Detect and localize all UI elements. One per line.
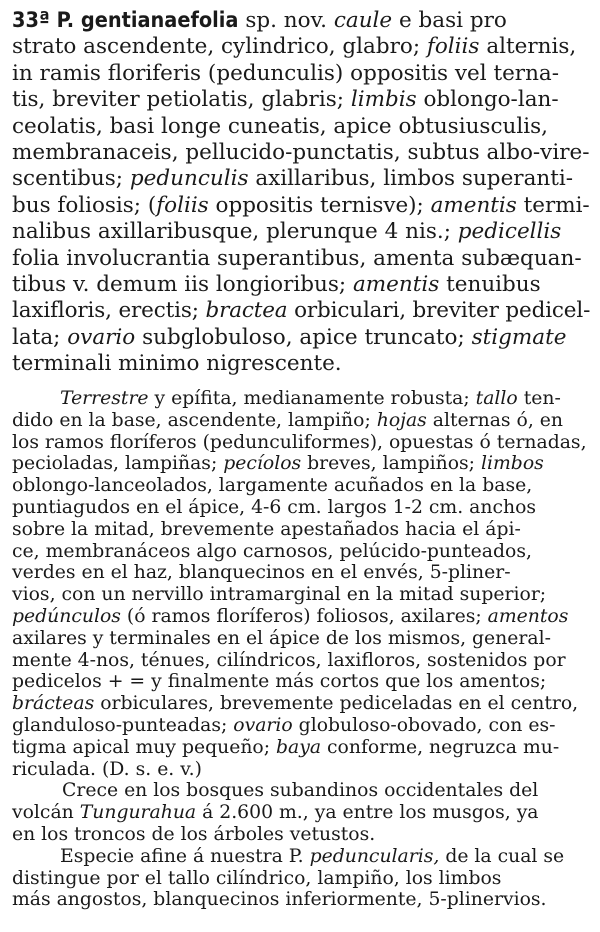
italic-term: pedicellis	[457, 219, 562, 245]
spanish-line	[12, 868, 590, 890]
text-run: volcán	[12, 802, 80, 824]
text-run: distingue por el tallo cilíndrico, lampiño, los limbos	[12, 867, 502, 889]
italic-term: foliis	[156, 192, 209, 218]
italic-term: pedunculis	[129, 166, 249, 192]
spanish-line	[12, 432, 590, 454]
text-run: (ó ramos floríferos) foliosos, axilares;	[120, 605, 488, 627]
page	[12, 8, 591, 911]
text-run: orbiculari, breviter pedicel-	[287, 298, 591, 324]
spanish-line	[12, 715, 590, 737]
spanish-line	[12, 889, 590, 911]
latin-line	[12, 351, 590, 377]
text-run: Especie afine á nuestra P.	[60, 845, 310, 867]
spanish-line	[12, 671, 590, 693]
text-run: subglobuloso, apice truncato;	[135, 324, 472, 350]
text-run: oppositis ternisve);	[208, 192, 431, 218]
italic-term: stigmate	[471, 324, 567, 350]
text-run: laxifloris, erectis;	[12, 298, 206, 324]
spanish-line	[12, 475, 590, 497]
text-run: globuloso-obovado, con es-	[292, 714, 556, 736]
italic-term: limbos	[480, 453, 544, 475]
italic-term: Terrestre	[60, 388, 149, 409]
text-run: glanduloso-punteadas;	[12, 714, 234, 736]
italic-term: Tungurahua	[79, 802, 197, 824]
latin-line	[12, 298, 590, 324]
text-run: bus foliosis; (	[12, 192, 157, 218]
latin-line	[12, 193, 590, 219]
spanish-line	[12, 562, 590, 584]
latin-line	[12, 87, 590, 113]
latin-line	[12, 246, 590, 272]
text-run: sobre la mitad, brevemente apestañados hacia el ápi-	[12, 518, 521, 540]
latin-line	[12, 325, 590, 351]
text-run: tenuibus	[439, 272, 541, 298]
italic-term: peduncularis,	[309, 845, 440, 867]
italic-term: amentos	[487, 605, 569, 627]
text-run: nalibus axillaribusque, plerunque 4 nis.;	[12, 219, 458, 245]
text-run: axilares y terminales en el ápice de los mismos, general-	[12, 627, 551, 649]
text-run: riculada. (D. s. e. v.)	[12, 758, 202, 780]
italic-term: foliis	[426, 34, 480, 60]
species-heading: ª	[38, 8, 57, 33]
latin-line	[12, 114, 590, 140]
text-run: Crece en los bosques subandinos occidentales del	[62, 780, 539, 802]
spanish-line	[12, 759, 590, 781]
spanish-line	[12, 650, 590, 672]
text-run: orbiculares, brevemente pediceladas en el centro,	[94, 693, 579, 715]
text-run: scentibus;	[12, 166, 130, 192]
spanish-line	[12, 737, 590, 759]
spanish-line	[12, 497, 590, 519]
species-heading: P. gentianaefolia	[56, 8, 239, 33]
spanish-description	[12, 388, 590, 911]
latin-line	[12, 61, 590, 87]
text-run: alternis,	[479, 34, 577, 60]
latin-description	[12, 8, 590, 378]
text-run: pecioladas, lampiñas;	[12, 453, 224, 475]
latin-line	[12, 166, 590, 192]
italic-term: hojas	[376, 409, 427, 431]
italic-term: amentis	[352, 272, 440, 298]
italic-term: tallo	[475, 388, 518, 409]
spanish-line	[12, 628, 590, 650]
text-run: tibus v. demum iis longioribus;	[12, 272, 353, 298]
italic-term: baya	[276, 736, 322, 758]
text-run: e basi pro	[392, 8, 507, 33]
text-run: termi-	[516, 192, 590, 218]
text-run: dido en la base, ascendente, lampiño;	[12, 409, 377, 431]
spanish-line	[12, 606, 590, 628]
text-run: alternas ó, en	[426, 409, 563, 431]
text-run: strato ascendente, cylindrico, glabro;	[12, 34, 427, 60]
text-run: tigma apical muy pequeño;	[12, 736, 277, 758]
italic-term: brácteas	[12, 693, 95, 715]
spanish-line	[12, 584, 590, 606]
latin-line	[12, 219, 590, 245]
spanish-line	[12, 802, 590, 824]
spanish-line	[12, 846, 590, 868]
italic-term: pedúnculos	[12, 605, 121, 627]
text-run: á 2.600 m., ya entre los musgos, ya	[196, 802, 539, 824]
spanish-line	[12, 780, 590, 802]
text-run: en los troncos de los árboles vetustos.	[12, 823, 376, 845]
text-run: conforme, negruzca mu-	[321, 736, 560, 758]
text-run: ce, membranáceos algo carnosos, pelúcido-punteados,	[12, 540, 532, 562]
italic-term: ovario	[233, 714, 293, 736]
italic-term: bractea	[205, 298, 288, 324]
text-run: ten-	[517, 388, 561, 409]
spanish-line	[12, 519, 590, 541]
text-run: pedicelos + = y finalmente más cortos que los amentos;	[12, 671, 547, 693]
italic-term: pecíolos	[223, 453, 302, 475]
text-run: de la cual se	[439, 845, 565, 867]
italic-term: ovario	[67, 324, 136, 350]
text-run: sp. nov.	[238, 8, 334, 33]
text-run: más angostos, blanquecinos inferiormente, 5-plinervios.	[12, 889, 547, 911]
species-heading: 33	[12, 8, 39, 33]
italic-term: limbis	[350, 87, 417, 113]
text-run: lata;	[12, 324, 68, 350]
spanish-line	[12, 541, 590, 563]
spanish-line	[12, 824, 590, 846]
text-run: membranaceis, pellucido-punctatis, subtus albo-vire-	[12, 140, 590, 166]
text-run: ceolatis, basi longe cuneatis, apice obtusiusculis,	[12, 113, 548, 139]
text-run: tis, breviter petiolatis, glabris;	[12, 87, 351, 113]
text-run: folia involucrantia superantibus, amenta subæquan-	[12, 245, 582, 271]
text-run: puntiagudos en el ápice, 4-6 cm. largos 1-2 cm. anchos	[12, 496, 537, 518]
spanish-line	[12, 693, 590, 715]
text-run: verdes en el haz, blanquecinos en el envés, 5-pliner-	[12, 562, 511, 584]
text-run: oblongo-lan-	[416, 87, 559, 113]
text-run: terminali minimo nigrescente.	[12, 351, 342, 377]
spanish-line	[12, 410, 590, 432]
text-run: vios, con un nervillo intramarginal en la mitad superior;	[12, 584, 547, 606]
latin-line	[12, 140, 590, 166]
latin-line	[12, 272, 590, 298]
latin-line	[12, 34, 590, 60]
text-run: breves, lampiños;	[301, 453, 481, 475]
spanish-line	[12, 388, 590, 410]
text-run: axillaribus, limbos superanti-	[248, 166, 574, 192]
italic-term: amentis	[430, 192, 517, 218]
spanish-line	[12, 453, 590, 475]
text-run: mente 4-nos, ténues, cilíndricos, laxifloros, sostenidos por	[12, 649, 566, 671]
text-run: oblongo-lanceolados, largamente acuñados en la base,	[12, 475, 533, 497]
text-run: y epífita, medianamente robusta;	[148, 388, 476, 409]
text-run: in ramis floriferis (pedunculis) oppositis vel terna-	[12, 60, 560, 86]
latin-line	[12, 8, 590, 34]
text-run: los ramos floríferos (pedunculiformes), opuestas ó ternadas,	[12, 431, 587, 453]
italic-term: caule	[333, 8, 393, 33]
